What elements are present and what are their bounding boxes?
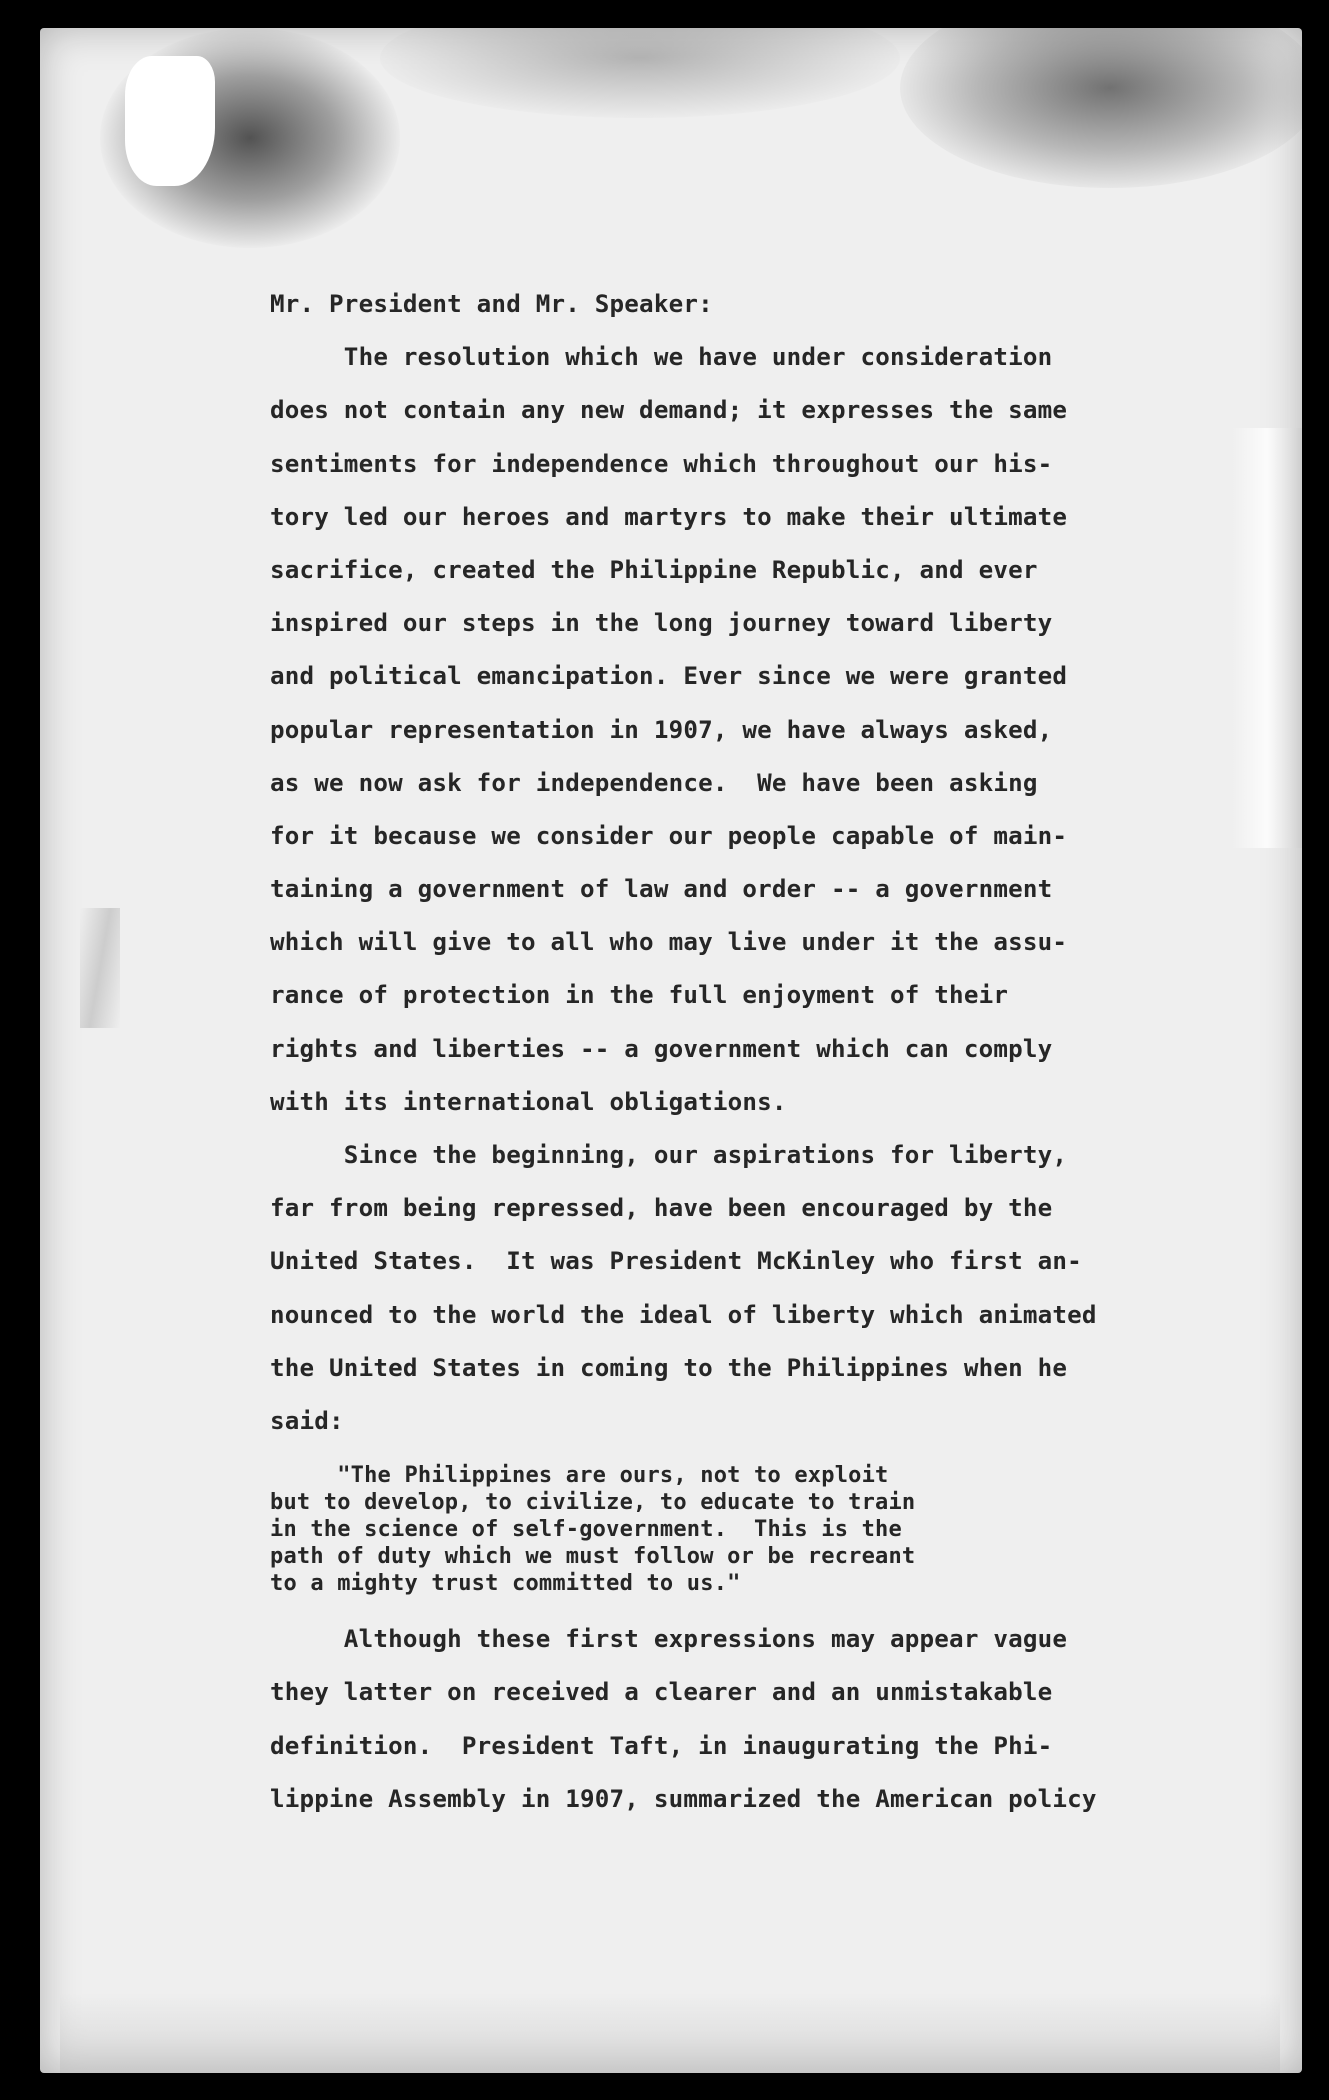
text-line: far from being repressed, have been encouraged by the — [270, 1194, 1053, 1223]
text-line: The resolution which we have under consideration — [270, 343, 1053, 372]
paragraph-1 — [270, 331, 1190, 1129]
text-line: taining a government of law and order -- a government — [270, 875, 1053, 904]
crease-left-edge — [80, 908, 120, 1028]
text-line: rights and liberties -- a government which can comply — [270, 1034, 1053, 1063]
text-line: with its international obligations. — [270, 1087, 787, 1116]
text-line: sacrifice, created the Philippine Republic, and ever — [270, 555, 1038, 584]
paragraph-2 — [270, 1129, 1190, 1448]
text-line: sentiments for independence which throughout our his- — [270, 449, 1053, 478]
quote-line: in the science of self-government. This is the — [270, 1517, 902, 1543]
text-line: definition. President Taft, in inaugurating the Phi- — [270, 1731, 1053, 1760]
typed-text — [270, 278, 1190, 1826]
text-line: Although these first expressions may appear vague — [270, 1625, 1068, 1654]
text-line: United States. It was President McKinley who first an- — [270, 1247, 1082, 1276]
quote-line: path of duty which we must follow or be recreant — [270, 1544, 916, 1570]
quote-line: to a mighty trust committed to us." — [270, 1571, 741, 1597]
smudge-bottom — [60, 1993, 1280, 2073]
stain-top — [380, 28, 900, 118]
text-line: lippine Assembly in 1907, summarized the American policy — [270, 1784, 1097, 1813]
text-line: nounced to the world the ideal of liberty which animated — [270, 1300, 1097, 1329]
text-line: which will give to all who may live under it the assu- — [270, 928, 1068, 957]
text-line: tory led our heroes and martyrs to make their ultimate — [270, 502, 1068, 531]
text-line: they latter on received a clearer and an unmistakable — [270, 1678, 1053, 1707]
text-line: said: — [270, 1406, 344, 1435]
text-line: as we now ask for independence. We have been asking — [270, 768, 1038, 797]
quote-line: "The Philippines are ours, not to exploit — [270, 1463, 889, 1489]
text-line: the United States in coming to the Philippines when he — [270, 1353, 1068, 1382]
text-line: does not contain any new demand; it expresses the same — [270, 396, 1068, 425]
text-line: and political emancipation. Ever since we were granted — [270, 662, 1068, 691]
text-line: for it because we consider our people capable of main- — [270, 821, 1068, 850]
stain-top-right — [900, 28, 1302, 188]
text-line: Since the beginning, our aspirations for liberty, — [270, 1141, 1068, 1169]
salutation: Mr. President and Mr. Speaker: — [270, 290, 713, 318]
mckinley-quote — [270, 1462, 1190, 1597]
paragraph-3 — [270, 1613, 1190, 1826]
fold-right-edge — [1232, 428, 1302, 848]
quote-line: but to develop, to civilize, to educate to train — [270, 1490, 916, 1516]
torn-corner — [125, 56, 215, 186]
text-line: rance of protection in the full enjoyment of their — [270, 981, 1009, 1010]
text-line: popular representation in 1907, we have always asked, — [270, 715, 1053, 744]
text-line: inspired our steps in the long journey toward liberty — [270, 609, 1053, 638]
